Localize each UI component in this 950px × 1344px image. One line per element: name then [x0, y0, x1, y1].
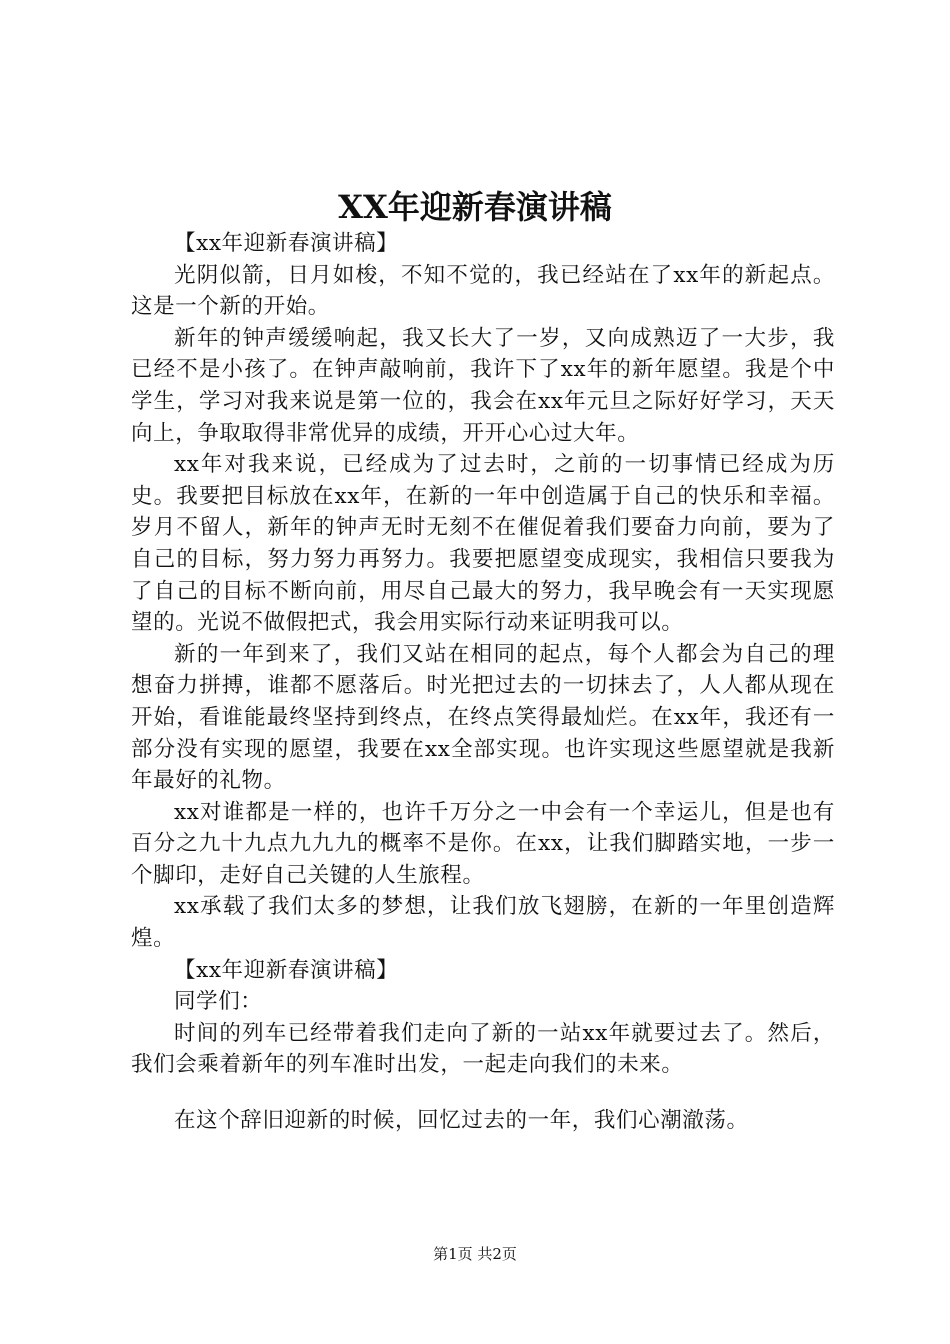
paragraph: xx对谁都是一样的，也许千万分之一中会有一个幸运儿，但是也有百分之九十九点九九九的概率不是你。在xx，让我们脚踏实地，一步一个脚印，走好自己关键的人生旅程。 [131, 799, 835, 888]
document-body [131, 228, 835, 1137]
paragraph: 在这个辞旧迎新的时候，回忆过去的一年，我们心潮澈荡。 [174, 1108, 749, 1134]
paragraph: 新的一年到来了，我们又站在相同的起点，每个人都会为自己的理想奋力拼搏，谁都不愿落后。时光把过去的一切抹去了，人人都从现在开始，看谁能最终坚持到终点，在终点笑得最灿烂。在xx年，我还有一部分没有实现的愿望，我要在xx全部实现。也许实现这些愿望就是我新年最好的礼物。 [131, 641, 835, 794]
page-footer: 第1页 共2页 [433, 1245, 517, 1263]
paragraph: 【xx年迎新春演讲稿】 [174, 957, 399, 983]
paragraph: 新年的钟声缓缓响起，我又长大了一岁，又向成熟迈了一大步，我已经不是小孩了。在钟声敲响前，我许下了xx年的新年愿望。我是个中学生，学习对我来说是第一位的，我会在xx年元旦之际好好学习，天天向上，争取取得非常优异的成绩，开开心心过大年。 [131, 325, 835, 446]
document-title: XX年迎新春演讲稿 [338, 188, 612, 226]
paragraph: 光阴似箭，日月如梭，不知不觉的，我已经站在了xx年的新起点。这是一个新的开始。 [131, 262, 835, 320]
paragraph: 【xx年迎新春演讲稿】 [174, 231, 399, 256]
paragraph: 时间的列车已经带着我们走向了新的一站xx年就要过去了。然后，我们会乘着新年的列车准时出发，一起走向我们的未来。 [131, 1020, 835, 1078]
paragraph: xx年对我来说，已经成为了过去时，之前的一切事情已经成为历史。我要把目标放在xx年，在新的一年中创造属于自己的快乐和幸福。岁月不留人，新年的钟声无时无刻不在催促着我们要奋力向前，要为了自己的目标，努力努力再努力。我要把愿望变成现实，我相信只要我为了自己的目标不断向前，用尽自己最大的努力，我早晚会有一天实现愿望的。光说不做假把式，我会用实际行动来证明我可以。 [131, 452, 835, 636]
paragraph: xx承载了我们太多的梦想，让我们放飞翅膀，在新的一年里创造辉煌。 [131, 894, 835, 952]
paragraph: 同学们： [174, 989, 263, 1015]
